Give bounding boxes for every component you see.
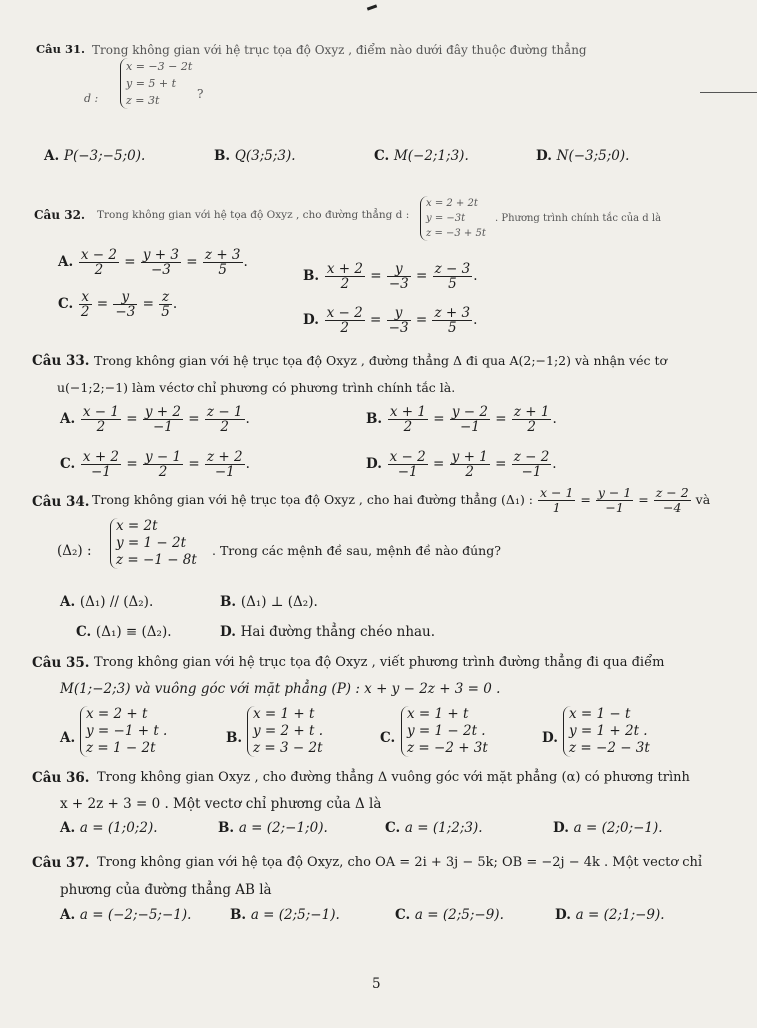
q36-option-b[interactable]: B. a = (2;−1;0).	[218, 820, 328, 836]
q37-text: Trong không gian với hệ tọa độ Oxyz, cho OA = 2i + 3j − 5k; OB = −2j − 4k . Một vectơ chỉ	[97, 855, 703, 870]
q31-option-b[interactable]: B. Q(3;5;3).	[214, 148, 296, 164]
page-number: 5	[372, 976, 381, 992]
q32-text: Trong không gian với hệ tọa độ Oxyz , cho đường thẳng d :	[97, 209, 410, 221]
q34-tail: . Trong các mệnh đề sau, mệnh đề nào đúng?	[212, 543, 501, 558]
q34-line2-name: (Δ₂) :	[57, 543, 92, 559]
q34-text: Trong không gian với hệ trục tọa độ Oxyz , cho hai đường thẳng (Δ₁) : $\frac{x - 1}{1}$ = $\frac{y - 1}{-1}$ = $\frac{z - 2}{-4}$ và	[92, 485, 711, 515]
q37-text2: phương của đường thẳng AB là	[60, 882, 272, 898]
q35-option-a[interactable]: x = 2 + t y = −1 + t . z = 1 − 2t	[80, 706, 167, 757]
q36-option-c[interactable]: C. a = (1;2;3).	[385, 820, 483, 836]
q32-option-d[interactable]: D. $\frac{x - 2}{2}$ = $\frac{y}{-3}$ = $\frac{z + 3}{5}$ .	[303, 305, 478, 336]
q37-option-c[interactable]: C. a = (2;5;−9).	[395, 907, 504, 923]
q33-text2: u(−1;2;−1) làm véctơ chỉ phương có phương trình chính tắc là.	[57, 380, 456, 395]
q37-option-b[interactable]: B. a = (2;5;−1).	[230, 907, 340, 923]
q35-option-c-label[interactable]: C.	[380, 730, 396, 746]
q35-option-d-label[interactable]: D.	[542, 730, 558, 746]
q37-label: Câu 37.	[32, 855, 90, 871]
q32-tail: . Phương trình chính tắc của d là	[495, 213, 662, 224]
q32-label: Câu 32.	[34, 208, 86, 222]
q33-option-d[interactable]: D. $\frac{x - 2}{-1}$ = $\frac{y + 1}{2}$ = $\frac{z - 2}{-1}$ .	[366, 449, 557, 480]
q31-system: x = −3 − 2t y = 5 + t z = 3t	[120, 58, 192, 109]
q34-option-d[interactable]: D. Hai đường thẳng chéo nhau.	[220, 624, 436, 640]
q35-text2: M(1;−2;3) và vuông góc với mặt phẳng (P) : x + y − 2z + 3 = 0 .	[60, 681, 501, 697]
q36-label: Câu 36.	[32, 770, 90, 786]
q34-option-b[interactable]: B. (Δ₁) ⊥ (Δ₂).	[220, 594, 318, 610]
q33-text: Trong không gian với hệ trục tọa độ Oxyz , đường thẳng Δ đi qua A(2;−1;2) và nhận véc tơ	[94, 353, 668, 368]
q37-option-a[interactable]: A. a = (−2;−5;−1).	[60, 907, 192, 923]
right-rule	[700, 92, 757, 93]
q32-option-a[interactable]: A. $\frac{x - 2}{2}$ = $\frac{y + 3}{-3}$ = $\frac{z + 3}{5}$ .	[58, 247, 248, 278]
q31-qmark: ?	[197, 87, 204, 101]
q31-option-a[interactable]: A. P(−3;−5;0).	[44, 148, 146, 164]
q35-option-c[interactable]: x = 1 + t y = 1 − 2t . z = −2 + 3t	[401, 706, 488, 757]
q34-option-c[interactable]: C. (Δ₁) ≡ (Δ₂).	[76, 624, 172, 640]
q32-option-c[interactable]: C. $\frac{x}{2}$ = $\frac{y}{-3}$ = $\frac{z}{5}$ .	[58, 289, 178, 320]
q35-option-b[interactable]: x = 1 + t y = 2 + t . z = 3 − 2t	[247, 706, 323, 757]
q36-text: Trong không gian Oxyz , cho đường thẳng Δ vuông góc với mặt phẳng (α) có phương trình	[97, 770, 690, 785]
top-mark	[367, 4, 377, 10]
q31-option-d[interactable]: D. N(−3;5;0).	[536, 148, 630, 164]
q36-text2: x + 2z + 3 = 0 . Một vectơ chỉ phương của Δ là	[60, 796, 382, 812]
q35-label: Câu 35.	[32, 655, 90, 671]
q32-option-b[interactable]: B. $\frac{x + 2}{2}$ = $\frac{y}{-3}$ = $\frac{z - 3}{5}$ .	[303, 261, 478, 292]
q32-system: x = 2 + 2t y = −3t z = −3 + 5t	[420, 196, 486, 241]
q37-option-d[interactable]: D. a = (2;1;−9).	[555, 907, 665, 923]
q35-option-b-label[interactable]: B.	[226, 730, 243, 746]
q31-text: Trong không gian với hệ trục tọa độ Oxyz , điểm nào dưới đây thuộc đường thẳng	[92, 43, 587, 57]
q35-option-d[interactable]: x = 1 − t y = 1 + 2t . z = −2 − 3t	[563, 706, 650, 757]
q31-label: Câu 31.	[36, 42, 85, 56]
q33-label: Câu 33.	[32, 353, 90, 369]
q34-label: Câu 34.	[32, 494, 90, 510]
q34-option-a[interactable]: A. (Δ₁) // (Δ₂).	[60, 594, 154, 610]
q33-option-a[interactable]: A. $\frac{x - 1}{2}$ = $\frac{y + 2}{-1}$ = $\frac{z - 1}{2}$ .	[60, 404, 250, 435]
q33-option-c[interactable]: C. $\frac{x + 2}{-1}$ = $\frac{y - 1}{2}$ = $\frac{z + 2}{-1}$ .	[60, 449, 250, 480]
q34-system: x = 2t y = 1 − 2t z = −1 − 8t	[110, 518, 197, 569]
q35-option-a-label[interactable]: A.	[60, 730, 76, 746]
q36-option-d[interactable]: D. a = (2;0;−1).	[553, 820, 663, 836]
q31-option-c[interactable]: C. M(−2;1;3).	[374, 148, 469, 164]
q31-line-name: d :	[84, 92, 99, 105]
q35-text: Trong không gian với hệ trục tọa độ Oxyz , viết phương trình đường thẳng đi qua điểm	[94, 655, 665, 670]
q36-option-a[interactable]: A. a = (1;0;2).	[60, 820, 158, 836]
q33-option-b[interactable]: B. $\frac{x + 1}{2}$ = $\frac{y - 2}{-1}$ = $\frac{z + 1}{2}$ .	[366, 404, 557, 435]
